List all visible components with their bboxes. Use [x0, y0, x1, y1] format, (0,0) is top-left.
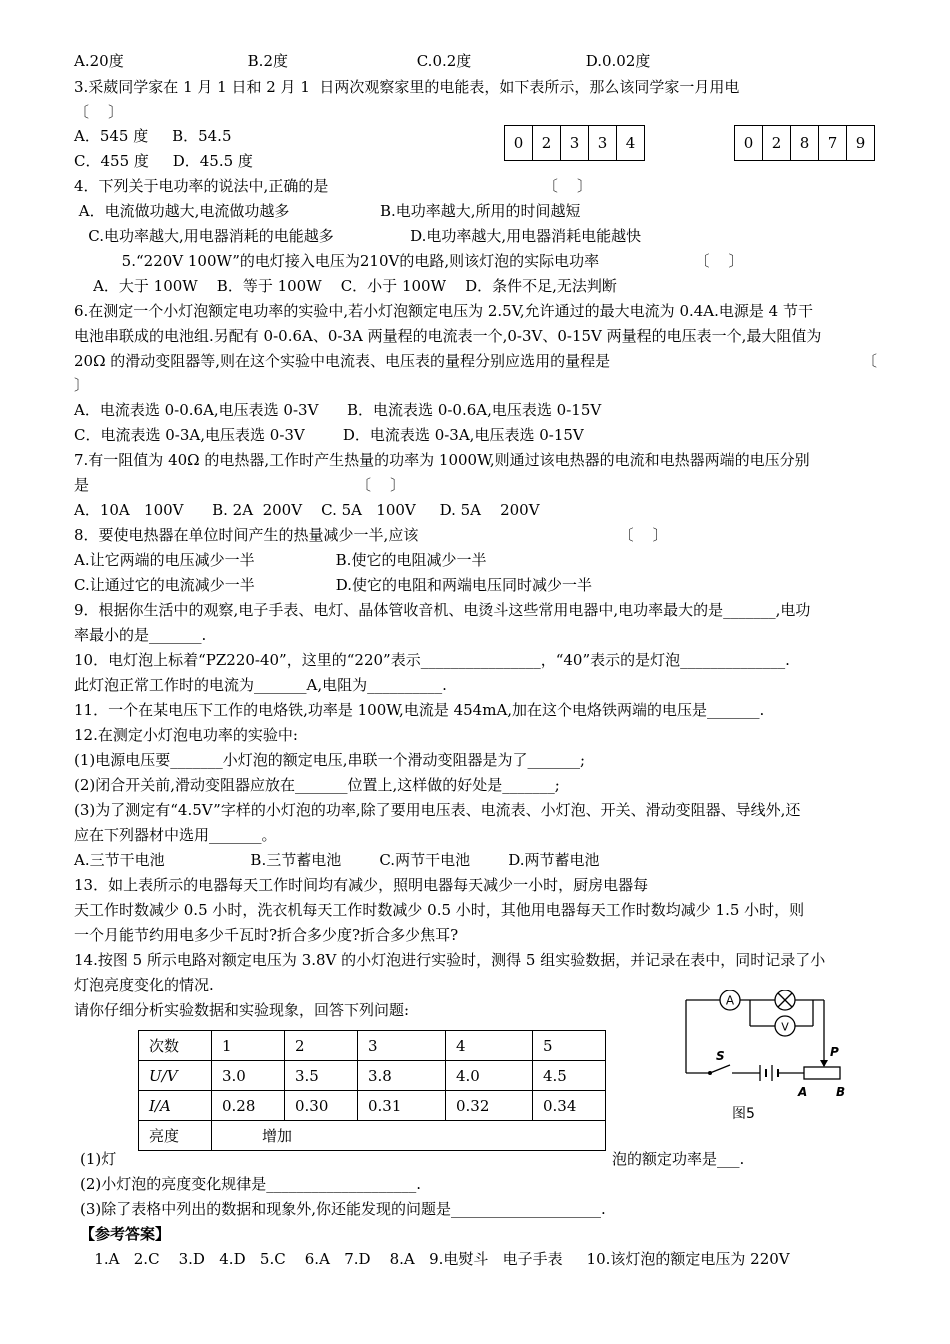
question-2-options: A.20度 B.2度 C.0.2度 D.0.02度 [74, 52, 651, 70]
question-13-line-2: 天工作时数减少 0.5 小时，洗衣机每天工作时数减少 0.5 小时，其他用电器每天工作时数均减少 1.5 小时，则 [74, 901, 805, 919]
row-header: U/V [139, 1061, 212, 1091]
meter-digit: 0 [505, 126, 533, 161]
question-7-line-1: 7.有一阻值为 40Ω 的电热器,工作时产生热量的功率为 1000W,则通过该电热器的电流和电热器两端的电压分别 [74, 451, 810, 469]
meter-digit: 7 [819, 126, 847, 161]
question-6-line-1: 6.在测定一个小灯泡额定电功率的实验中,若小灯泡额定电压为 2.5V,允许通过的最大电流为 0.4A.电源是 4 节干 [74, 302, 813, 320]
table-cell: 3 [358, 1031, 446, 1061]
figure-caption: 图5 [732, 1106, 755, 1122]
table-cell: 3.0 [212, 1061, 285, 1091]
terminal-a-label: A [798, 1085, 808, 1099]
question-6-bracket-close: 〕 [74, 376, 90, 394]
question-14-line-2: 灯泡亮度变化的情况. [74, 976, 214, 994]
question-8-options-cd: C.让通过它的电流减少一半 D.使它的电阻和两端电压同时减少一半 [74, 576, 593, 594]
question-12-part-2: (2)闭合开关前,滑动变阻器应放在_______位置上,这样做的好处是_______; [74, 776, 560, 794]
experiment-data-table [138, 1030, 606, 1151]
table-cell: 0.34 [533, 1091, 606, 1121]
question-12-part-3-cont: 应在下列器材中选用_______。 [74, 826, 277, 844]
table-cell: 3.8 [358, 1061, 446, 1091]
question-8-stem: 8．要使电热器在单位时间产生的热量减少一半,应该 〔 〕 [74, 526, 668, 544]
circuit-diagram [678, 990, 868, 1130]
question-5-options: A．大于 100W B．等于 100W C．小于 100W D．条件不足,无法判断 [74, 277, 617, 295]
question-3-options-cd: C．455 度 D．45.5 度 [74, 152, 253, 170]
question-14-line-3: 请你仔细分析实验数据和实验现象，回答下列问题: [74, 1001, 410, 1019]
meter-digit: 4 [617, 126, 645, 161]
table-row [139, 1061, 606, 1091]
meter-digit: 9 [847, 126, 875, 161]
terminal-b-label: B [836, 1085, 846, 1099]
question-6-line-3: 20Ω 的滑动变阻器等,则在这个实验中电流表、电压表的量程分别应选用的量程是 [74, 352, 611, 370]
table-cell: 4 [446, 1031, 533, 1061]
question-12-stem: 12.在测定小灯泡电功率的实验中: [74, 726, 298, 744]
table-cell: 4.5 [533, 1061, 606, 1091]
question-14-part-2: (2)小灯泡的亮度变化规律是____________________. [80, 1175, 422, 1193]
meter-reading-jan-1 [504, 125, 645, 161]
question-12-part-3: (3)为了测定有“4.5V”字样的小灯泡的功率,除了要用电压表、电流表、小灯泡、开关、滑动变阻器、导线外,还 [74, 801, 801, 819]
question-4-stem: 4．下列关于电功率的说法中,正确的是 〔 〕 [74, 177, 592, 195]
slider-arrow [820, 1060, 828, 1067]
rheostat [804, 1067, 840, 1079]
question-12-options: A.三节干电池 B.三节蓄电池 C.两节干电池 D.两节蓄电池 [74, 851, 600, 869]
table-cell: 0.28 [212, 1091, 285, 1121]
question-8-options-ab: A.让它两端的电压减少一半 B.使它的电阻减少一半 [74, 551, 487, 569]
row-header: 亮度 [139, 1121, 212, 1151]
meter-digit: 2 [533, 126, 561, 161]
answer-key: 1.A 2.C 3.D 4.D 5.C 6.A 7.D 8.A 9.电熨斗 电子手表 10.该灯泡的额定电压为 220V [80, 1250, 790, 1268]
question-14-part-3: (3)除了表格中列出的数据和现象外,你还能发现的问题是____________________. [80, 1200, 606, 1218]
table-cell: 0.31 [358, 1091, 446, 1121]
question-6-options-cd: C．电流表选 0-3A,电压表选 0-3V D．电流表选 0-3A,电压表选 0-15V [74, 426, 584, 444]
table-cell: 3.5 [285, 1061, 358, 1091]
question-6-options-ab: A．电流表选 0-0.6A,电压表选 0-3V B．电流表选 0-0.6A,电压表选 0-15V [74, 401, 602, 419]
question-10-line-2: 此灯泡正常工作时的电流为_______A,电阻为__________. [74, 676, 447, 694]
slider-label: P [830, 1045, 839, 1059]
meter-reading-feb-1 [734, 125, 875, 161]
question-7-options: A．10A 100V B. 2A 200V C. 5A 100V D. 5A 200V [74, 501, 540, 519]
meter-digit: 3 [561, 126, 589, 161]
meter-digit: 2 [763, 126, 791, 161]
switch-label: S [716, 1049, 725, 1063]
question-9-line-1: 9．根据你生活中的观察,电子手表、电灯、晶体管收音机、电烫斗这些常用电器中,电功率最大的是_______,电功 [74, 601, 811, 619]
row-header: 次数 [139, 1031, 212, 1061]
meter-digit: 0 [735, 126, 763, 161]
question-4-options-cd: C.电功率越大,用电器消耗的电能越多 D.电功率越大,用电器消耗电能越快 [74, 227, 642, 245]
question-14-part-1-end: 泡的额定功率是___. [612, 1150, 745, 1168]
table-cell: 5 [533, 1031, 606, 1061]
question-3-stem: 3.采葳同学家在 1 月 1 日和 2 月 1 日两次观察家里的电能表，如下表所示，那么该同学家一月用电 [74, 78, 740, 96]
question-6-line-2: 电池串联成的电池组.另配有 0-0.6A、0-3A 两量程的电流表一个,0-3V、0-15V 两量程的电压表一个,最大阻值为 [74, 327, 822, 345]
voltmeter-label: V [781, 1020, 789, 1034]
question-13-line-1: 13．如上表所示的电器每天工作时间均有减少，照明电器每天减少一小时，厨房电器每 [74, 876, 649, 894]
question-12-part-1: (1)电源电压要_______小灯泡的额定电压,串联一个滑动变阻器是为了_______; [74, 751, 586, 769]
table-cell: 2 [285, 1031, 358, 1061]
table-cell: 4.0 [446, 1061, 533, 1091]
row-header: I/A [139, 1091, 212, 1121]
question-13-line-3: 一个月能节约用电多少千瓦时?折合多少度?折合多少焦耳? [74, 926, 459, 944]
question-14-part-1-start: (1)灯 [80, 1150, 117, 1168]
switch-pivot [708, 1071, 712, 1075]
table-cell: 0.32 [446, 1091, 533, 1121]
question-3-bracket: 〔 〕 [74, 103, 124, 121]
table-row [139, 1121, 606, 1151]
question-4-options-ab: A．电流做功越大,电流做功越多 B.电功率越大,所用的时间越短 [74, 202, 581, 220]
table-row [139, 1031, 606, 1061]
table-cell: 0.30 [285, 1091, 358, 1121]
ammeter-label: A [725, 993, 735, 1008]
question-5-stem: 5.“220V 100W”的电灯接入电压为210V的电路,则该灯泡的实际电功率 〔 〕 [74, 252, 744, 270]
question-6-bracket-open: 〔 [862, 352, 878, 370]
meter-digit: 3 [589, 126, 617, 161]
question-7-line-2: 是 〔 〕 [74, 476, 406, 494]
table-row [139, 1091, 606, 1121]
answer-key-heading: 【参考答案】 [80, 1225, 171, 1243]
question-3-options-ab: A．545 度 B．54.5 [74, 127, 232, 145]
question-9-line-2: 率最小的是_______. [74, 626, 207, 644]
question-10-line-1: 10．电灯泡上标着“PZ220-40”，这里的“220”表示________________，“40”表示的是灯泡______________. [74, 651, 790, 669]
meter-digit: 8 [791, 126, 819, 161]
question-14-line-1: 14.按图 5 所示电路对额定电压为 3.8V 的小灯泡进行实验时，测得 5 组实验数据，并记录在表中，同时记录了小 [74, 951, 826, 969]
table-cell: 1 [212, 1031, 285, 1061]
brightness-cell: 增加 [212, 1121, 606, 1151]
question-11: 11．一个在某电压下工作的电烙铁,功率是 100W,电流是 454mA,加在这个电烙铁两端的电压是_______. [74, 701, 765, 719]
switch-lever [710, 1065, 730, 1073]
